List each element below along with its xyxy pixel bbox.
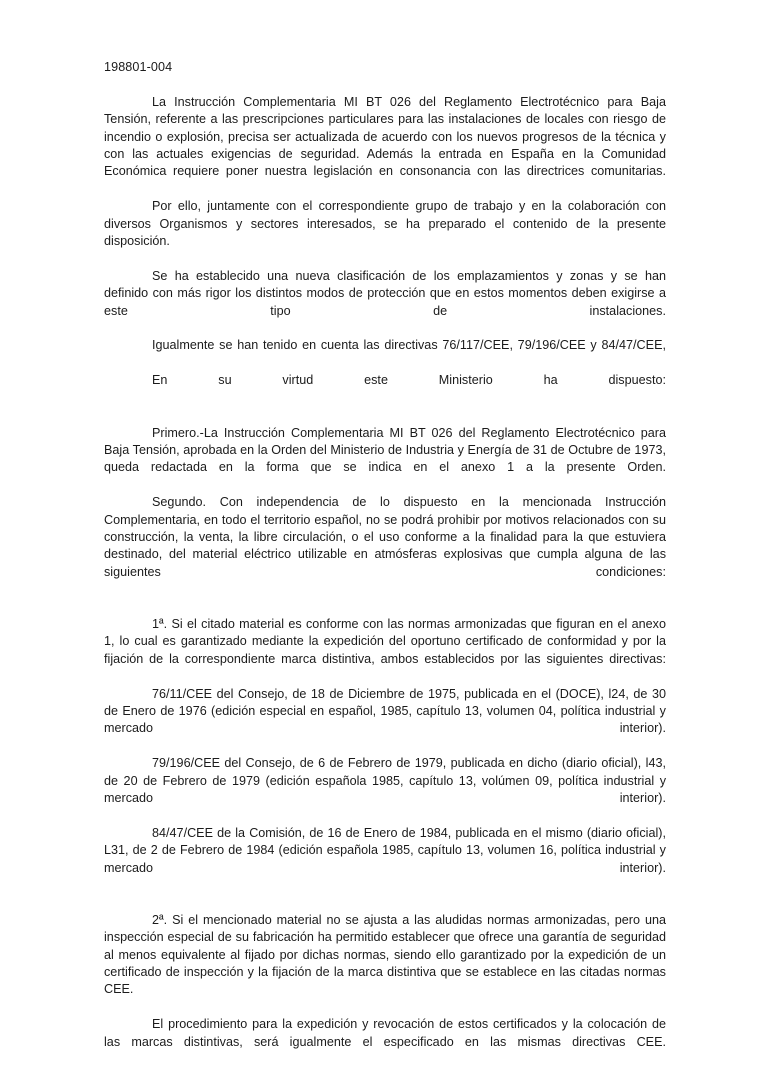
paragraph-condicion-2: 2ª. Si el mencionado material no se ajusta a las aludidas normas armonizadas, pero una inspección especial de su fabricación ha permitido establecer que ofrece una garantía de seguridad al menos equivalente al fijado por dichas normas, siendo ello garantizado por la expedición de un certificado de inspección y la fijación de la marca distintiva que se establece en las citadas normas CEE.: [104, 912, 666, 997]
paragraph-clasificacion: Se ha establecido una nueva clasificación de los emplazamientos y zonas y se han definido con más rigor los distintos modos de protección que en estos momentos deben exigirse a este tipo de instalaciones.: [104, 268, 666, 318]
paragraph-primero: Primero.-La Instrucción Complementaria MI BT 026 del Reglamento Electrotécnico para Baja Tensión, aprobada en la Orden del Ministerio de Industria y Energía de 31 de Octubre de 1973, queda redactada en la forma que se indica en el anexo 1 a la presente Orden.: [104, 425, 666, 475]
blank-line: [104, 599, 666, 616]
document-id: 198801-004: [104, 60, 173, 74]
paragraph-segundo: Segundo. Con independencia de lo dispuesto en la mencionada Instrucción Complementaria, en todo el territorio español, no se podrá prohibir por motivos relacionados con su construcción, la venta, la libre circulación, o el uso conforme a la finalidad para la que estuviera destinado, del material eléctrico utilizable en atmósferas explosivas que cumpla alguna de las siguientes condiciones:: [104, 495, 666, 579]
paragraph-directivas-consideradas: Igualmente se han tenido en cuenta las directivas 76/117/CEE, 79/196/CEE y 84/47/CEE,: [152, 338, 666, 353]
document-body: [104, 59, 666, 1069]
paragraph-por-ello: Por ello, juntamente con el correspondiente grupo de trabajo y en la colaboración con diversos Organismos y sectores interesados, se ha preparado el contenido de la presente disposición.: [104, 199, 666, 249]
paragraph-directiva-84-47-cee: 84/47/CEE de la Comisión, de 16 de Enero de 1984, publicada en el mismo (diario oficial), L31, de 2 de Febrero de 1984 (edición española 1985, capítulo 13, volumen 16, política industrial y mercado interior).: [104, 825, 666, 875]
paragraph-condicion-1: 1ª. Si el citado material es conforme con las normas armonizadas que figuran en el anexo 1, lo cual es garantizado mediante la expedición del oportuno certificado de conformidad y por la fijación de la correspondiente marca distintiva, ambos establecidos por las siguientes directivas:: [104, 616, 666, 666]
paragraph-procedimiento: El procedimiento para la expedición y revocación de estos certificados y la colocación de las marcas distintivas, será igualmente el especificado en las mismas directivas CEE.: [104, 1017, 666, 1049]
paragraph-intro: La Instrucción Complementaria MI BT 026 del Reglamento Electrotécnico para Baja Tensión, referente a las prescripciones particulares para las instalaciones de locales con riesgo de incendio o explosión, precisa ser actualizada de acuerdo con los nuevos progresos de la técnica y con las actuales exigencias de seguridad. Además la entrada en España en la Comunidad Económica requiere poner nuestra legislación en consonancia con las directrices comunitarias.: [104, 94, 666, 179]
blank-line: [104, 76, 666, 93]
paragraph-en-su-virtud: En su virtud este Ministerio ha dispuesto:: [152, 373, 666, 388]
paragraph-directiva-76-11-cee: 76/11/CEE del Consejo, de 18 de Diciembre de 1975, publicada en el (DOCE), l24, de 30 de Enero de 1976 (edición especial en español, 1985, capítulo 13, volumen 04, política industrial y mercado interior).: [104, 686, 666, 736]
blank-line: [104, 894, 666, 911]
blank-line: [104, 407, 666, 424]
paragraph-directiva-79-196-cee: 79/196/CEE del Consejo, de 6 de Febrero de 1979, publicada en dicho (diario oficial), l43, de 20 de Febrero de 1979 (edición española 1985, capítulo 13, volúmen 09, política industrial y mercado interior).: [104, 756, 666, 806]
